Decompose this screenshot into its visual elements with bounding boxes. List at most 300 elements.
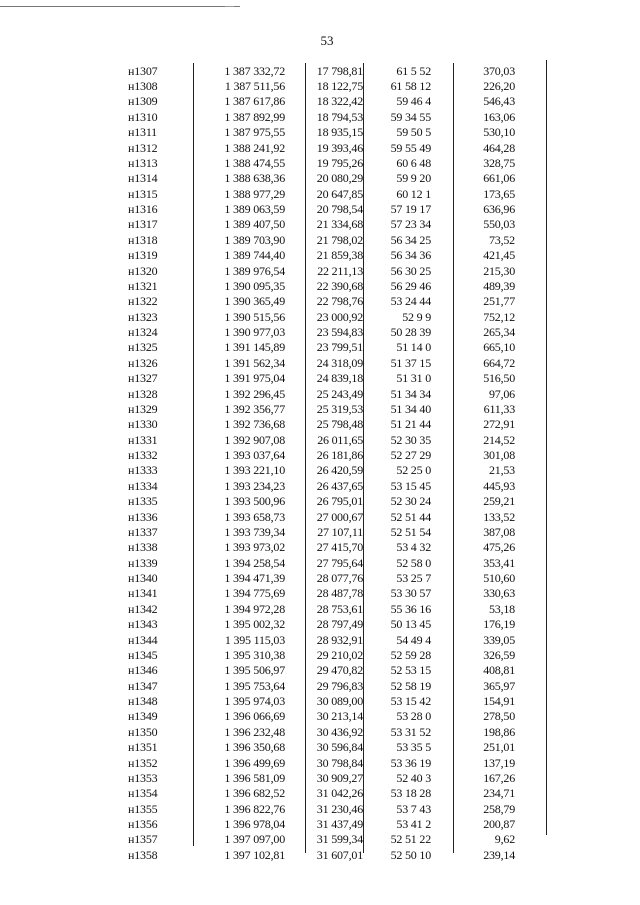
table-row — [112, 63, 522, 78]
distance-cell: 137,19 — [483, 755, 515, 770]
point-id-cell: н1310 — [128, 109, 158, 124]
direction-angle-cell: 60 6 48 — [396, 155, 431, 170]
point-id-cell: н1341 — [128, 586, 158, 601]
coordinates-table-wrapper — [112, 63, 522, 863]
point-id-cell: н1345 — [128, 647, 158, 662]
y-coordinate-cell: 30 596,84 — [316, 740, 363, 755]
column-divider — [453, 63, 454, 853]
distance-cell: 259,21 — [483, 494, 515, 509]
direction-angle-cell: 52 27 29 — [390, 448, 431, 463]
point-id-cell: н1347 — [128, 678, 158, 693]
point-id-cell: н1339 — [128, 555, 158, 570]
distance-cell: 278,50 — [483, 709, 515, 724]
table-row — [112, 78, 522, 93]
direction-angle-cell: 52 53 15 — [390, 663, 431, 678]
direction-angle-cell: 52 30 24 — [390, 494, 431, 509]
distance-cell: 234,71 — [483, 786, 515, 801]
distance-cell: 665,10 — [483, 340, 515, 355]
point-id-cell: н1340 — [128, 571, 158, 586]
distance-cell: 550,03 — [483, 217, 515, 232]
y-coordinate-cell: 28 932,91 — [316, 632, 363, 647]
table-row — [112, 401, 522, 416]
point-id-cell: н1333 — [128, 463, 158, 478]
point-id-cell: н1328 — [128, 386, 158, 401]
x-coordinate-cell: 1 395 506,97 — [224, 663, 285, 678]
direction-angle-cell: 61 58 12 — [390, 79, 431, 94]
distance-cell: 200,87 — [483, 817, 515, 832]
direction-angle-cell: 50 28 39 — [390, 325, 431, 340]
point-id-cell: н1343 — [128, 617, 158, 632]
table-row — [112, 447, 522, 462]
point-id-cell: н1338 — [128, 540, 158, 555]
distance-cell: 370,03 — [483, 63, 515, 78]
distance-cell: 408,81 — [483, 663, 515, 678]
table-row — [112, 740, 522, 755]
direction-angle-cell: 52 30 35 — [390, 432, 431, 447]
y-coordinate-cell: 24 839,18 — [316, 371, 363, 386]
x-coordinate-cell: 1 397 097,00 — [224, 832, 285, 847]
distance-cell: 530,10 — [483, 125, 515, 140]
y-coordinate-cell: 18 322,42 — [316, 94, 363, 109]
x-coordinate-cell: 1 388 977,29 — [224, 186, 285, 201]
direction-angle-cell: 53 18 28 — [390, 786, 431, 801]
scan-artifact-line — [225, 6, 234, 7]
x-coordinate-cell: 1 393 973,02 — [224, 540, 285, 555]
direction-angle-cell: 56 34 25 — [390, 232, 431, 247]
distance-cell: 272,91 — [483, 417, 515, 432]
table-row — [112, 278, 522, 293]
x-coordinate-cell: 1 389 703,90 — [224, 232, 285, 247]
point-id-cell: н1335 — [128, 494, 158, 509]
point-id-cell: н1311 — [128, 125, 157, 140]
x-coordinate-cell: 1 396 682,52 — [224, 786, 285, 801]
y-coordinate-cell: 20 647,85 — [316, 186, 363, 201]
table-row — [112, 201, 522, 216]
distance-cell: 445,93 — [483, 478, 515, 493]
y-coordinate-cell: 24 318,09 — [316, 355, 363, 370]
distance-cell: 154,91 — [483, 694, 515, 709]
table-row — [112, 601, 522, 616]
direction-angle-cell: 52 51 22 — [390, 832, 431, 847]
direction-angle-cell: 59 50 5 — [396, 125, 431, 140]
point-id-cell: н1353 — [128, 770, 158, 785]
x-coordinate-cell: 1 392 296,45 — [224, 386, 285, 401]
distance-cell: 328,75 — [483, 155, 515, 170]
y-coordinate-cell: 22 390,68 — [316, 278, 363, 293]
distance-cell: 365,97 — [483, 678, 515, 693]
direction-angle-cell: 57 19 17 — [390, 202, 431, 217]
point-id-cell: н1316 — [128, 202, 158, 217]
table-row — [112, 355, 522, 370]
point-id-cell: н1309 — [128, 94, 158, 109]
table-row — [112, 171, 522, 186]
point-id-cell: н1350 — [128, 724, 158, 739]
x-coordinate-cell: 1 391 562,34 — [224, 355, 285, 370]
y-coordinate-cell: 19 393,46 — [316, 140, 363, 155]
y-coordinate-cell: 25 243,49 — [316, 386, 363, 401]
direction-angle-cell: 53 15 42 — [390, 694, 431, 709]
distance-cell: 661,06 — [483, 171, 515, 186]
direction-angle-cell: 59 46 4 — [396, 94, 431, 109]
y-coordinate-cell: 22 211,13 — [317, 263, 363, 278]
distance-cell: 215,30 — [483, 263, 515, 278]
point-id-cell: н1313 — [128, 155, 158, 170]
table-row — [112, 801, 522, 816]
table-row — [112, 140, 522, 155]
distance-cell: 167,26 — [483, 770, 515, 785]
distance-cell: 387,08 — [483, 524, 515, 539]
table-row — [112, 125, 522, 140]
point-id-cell: н1315 — [128, 186, 158, 201]
direction-angle-cell: 53 41 2 — [396, 817, 431, 832]
y-coordinate-cell: 26 420,59 — [316, 463, 363, 478]
distance-cell: 176,19 — [483, 617, 515, 632]
y-coordinate-cell: 18 122,75 — [316, 79, 363, 94]
table-row — [112, 847, 522, 862]
distance-cell: 510,60 — [483, 571, 515, 586]
x-coordinate-cell: 1 394 972,28 — [224, 601, 285, 616]
x-coordinate-cell: 1 391 975,04 — [224, 371, 285, 386]
x-coordinate-cell: 1 393 221,10 — [224, 463, 285, 478]
y-coordinate-cell: 23 594,83 — [316, 325, 363, 340]
point-id-cell: н1327 — [128, 371, 158, 386]
point-id-cell: н1319 — [128, 248, 158, 263]
x-coordinate-cell: 1 395 115,03 — [224, 632, 285, 647]
point-id-cell: н1334 — [128, 478, 158, 493]
y-coordinate-cell: 30 089,00 — [316, 694, 363, 709]
y-coordinate-cell: 29 210,02 — [316, 647, 363, 662]
table-row — [112, 663, 522, 678]
x-coordinate-cell: 1 393 500,96 — [224, 494, 285, 509]
point-id-cell: н1307 — [128, 63, 158, 78]
direction-angle-cell: 52 51 54 — [390, 524, 431, 539]
y-coordinate-cell: 31 042,26 — [316, 786, 363, 801]
y-coordinate-cell: 27 000,67 — [316, 509, 363, 524]
table-row — [112, 678, 522, 693]
direction-angle-cell: 52 9 9 — [402, 309, 431, 324]
point-id-cell: н1349 — [128, 709, 158, 724]
table-body — [112, 63, 522, 863]
table-row — [112, 494, 522, 509]
distance-cell: 258,79 — [483, 801, 515, 816]
direction-angle-cell: 53 36 19 — [390, 755, 431, 770]
point-id-cell: н1321 — [128, 278, 158, 293]
y-coordinate-cell: 18 794,53 — [316, 109, 363, 124]
table-row — [112, 432, 522, 447]
point-id-cell: н1352 — [128, 755, 158, 770]
distance-cell: 198,86 — [483, 724, 515, 739]
y-coordinate-cell: 30 909,27 — [316, 770, 363, 785]
direction-angle-cell: 60 12 1 — [396, 186, 431, 201]
table-row — [112, 186, 522, 201]
y-coordinate-cell: 20 080,29 — [316, 171, 363, 186]
direction-angle-cell: 53 31 52 — [390, 724, 431, 739]
distance-cell: 9,62 — [494, 832, 515, 847]
x-coordinate-cell: 1 388 474,55 — [224, 155, 285, 170]
table-row — [112, 371, 522, 386]
y-coordinate-cell: 31 607,01 — [316, 847, 363, 862]
table-row — [112, 324, 522, 339]
table-row — [112, 755, 522, 770]
direction-angle-cell: 51 34 40 — [390, 401, 431, 416]
distance-cell: 251,77 — [483, 294, 515, 309]
distance-cell: 214,52 — [483, 432, 515, 447]
distance-cell: 133,52 — [483, 509, 515, 524]
distance-cell: 464,28 — [483, 140, 515, 155]
x-coordinate-cell: 1 392 736,68 — [224, 417, 285, 432]
x-coordinate-cell: 1 389 063,59 — [224, 202, 285, 217]
direction-angle-cell: 51 34 34 — [390, 386, 431, 401]
distance-cell: 489,39 — [483, 278, 515, 293]
table-row — [112, 540, 522, 555]
direction-angle-cell: 54 49 4 — [396, 632, 431, 647]
y-coordinate-cell: 26 011,65 — [317, 432, 363, 447]
direction-angle-cell: 59 9 20 — [396, 171, 431, 186]
y-coordinate-cell: 30 213,14 — [316, 709, 363, 724]
table-row — [112, 294, 522, 309]
table-row — [112, 770, 522, 785]
x-coordinate-cell: 1 395 002,32 — [224, 617, 285, 632]
y-coordinate-cell: 26 437,65 — [316, 478, 363, 493]
x-coordinate-cell: 1 388 241,92 — [224, 140, 285, 155]
point-id-cell: н1351 — [128, 740, 158, 755]
point-id-cell: н1331 — [128, 432, 158, 447]
x-coordinate-cell: 1 389 744,40 — [224, 248, 285, 263]
x-coordinate-cell: 1 394 775,69 — [224, 586, 285, 601]
x-coordinate-cell: 1 393 234,23 — [224, 478, 285, 493]
point-id-cell: н1357 — [128, 832, 158, 847]
table-row — [112, 632, 522, 647]
scan-artifact-line — [0, 6, 240, 7]
distance-cell: 353,41 — [483, 555, 515, 570]
x-coordinate-cell: 1 389 976,54 — [224, 263, 285, 278]
table-row — [112, 232, 522, 247]
direction-angle-cell: 59 34 55 — [390, 109, 431, 124]
direction-angle-cell: 52 58 0 — [396, 555, 431, 570]
y-coordinate-cell: 27 415,70 — [316, 540, 363, 555]
y-coordinate-cell: 28 797,49 — [316, 617, 363, 632]
direction-angle-cell: 52 50 10 — [390, 847, 431, 862]
distance-cell: 339,05 — [483, 632, 515, 647]
table-row — [112, 217, 522, 232]
distance-cell: 251,01 — [483, 740, 515, 755]
direction-angle-cell: 53 7 43 — [396, 801, 431, 816]
y-coordinate-cell: 21 859,38 — [316, 248, 363, 263]
direction-angle-cell: 57 23 34 — [390, 217, 431, 232]
table-row — [112, 463, 522, 478]
y-coordinate-cell: 25 319,53 — [316, 401, 363, 416]
distance-cell: 97,06 — [488, 386, 515, 401]
y-coordinate-cell: 26 795,01 — [316, 494, 363, 509]
y-coordinate-cell: 17 798,81 — [316, 63, 363, 78]
point-id-cell: н1342 — [128, 601, 158, 616]
x-coordinate-cell: 1 387 892,99 — [224, 109, 285, 124]
distance-cell: 326,59 — [483, 647, 515, 662]
x-coordinate-cell: 1 396 581,09 — [224, 770, 285, 785]
x-coordinate-cell: 1 396 350,68 — [224, 740, 285, 755]
point-id-cell: н1325 — [128, 340, 158, 355]
direction-angle-cell: 53 35 5 — [396, 740, 431, 755]
distance-cell: 173,65 — [483, 186, 515, 201]
y-coordinate-cell: 31 599,34 — [316, 832, 363, 847]
x-coordinate-cell: 1 395 753,64 — [224, 678, 285, 693]
x-coordinate-cell: 1 393 739,34 — [224, 524, 285, 539]
y-coordinate-cell: 27 795,64 — [316, 555, 363, 570]
x-coordinate-cell: 1 392 356,77 — [224, 401, 285, 416]
distance-cell: 475,26 — [483, 540, 515, 555]
direction-angle-cell: 61 5 52 — [396, 63, 431, 78]
direction-angle-cell: 56 29 46 — [390, 278, 431, 293]
distance-cell: 516,50 — [483, 371, 515, 386]
x-coordinate-cell: 1 390 515,56 — [224, 309, 285, 324]
direction-angle-cell: 51 37 15 — [390, 355, 431, 370]
direction-angle-cell: 55 36 16 — [390, 601, 431, 616]
point-id-cell: н1336 — [128, 509, 158, 524]
y-coordinate-cell: 29 796,83 — [316, 678, 363, 693]
y-coordinate-cell: 28 077,76 — [316, 571, 363, 586]
distance-cell: 163,06 — [483, 109, 515, 124]
direction-angle-cell: 53 15 45 — [390, 478, 431, 493]
table-row — [112, 570, 522, 585]
direction-angle-cell: 51 21 44 — [390, 417, 431, 432]
point-id-cell: н1348 — [128, 694, 158, 709]
point-id-cell: н1337 — [128, 524, 158, 539]
x-coordinate-cell: 1 396 822,76 — [224, 801, 285, 816]
point-id-cell: н1323 — [128, 309, 158, 324]
x-coordinate-cell: 1 396 978,04 — [224, 817, 285, 832]
distance-cell: 73,52 — [488, 232, 515, 247]
x-coordinate-cell: 1 396 499,69 — [224, 755, 285, 770]
x-coordinate-cell: 1 390 365,49 — [224, 294, 285, 309]
y-coordinate-cell: 19 795,26 — [316, 155, 363, 170]
table-row — [112, 417, 522, 432]
x-coordinate-cell: 1 389 407,50 — [224, 217, 285, 232]
table-row — [112, 109, 522, 124]
x-coordinate-cell: 1 395 974,03 — [224, 694, 285, 709]
x-coordinate-cell: 1 393 658,73 — [224, 509, 285, 524]
y-coordinate-cell: 30 798,84 — [316, 755, 363, 770]
x-coordinate-cell: 1 387 975,55 — [224, 125, 285, 140]
table-row — [112, 309, 522, 324]
page-number: 53 — [320, 33, 334, 48]
y-coordinate-cell: 28 753,61 — [316, 601, 363, 616]
table-row — [112, 524, 522, 539]
y-coordinate-cell: 29 470,82 — [316, 663, 363, 678]
point-id-cell: н1356 — [128, 817, 158, 832]
table-row — [112, 816, 522, 831]
x-coordinate-cell: 1 390 095,35 — [224, 278, 285, 293]
distance-cell: 664,72 — [483, 355, 515, 370]
direction-angle-cell: 53 28 0 — [396, 709, 431, 724]
point-id-cell: н1320 — [128, 263, 158, 278]
x-coordinate-cell: 1 394 258,54 — [224, 555, 285, 570]
column-divider — [305, 63, 306, 853]
y-coordinate-cell: 20 798,54 — [316, 202, 363, 217]
x-coordinate-cell: 1 391 145,89 — [224, 340, 285, 355]
direction-angle-cell: 52 59 28 — [390, 647, 431, 662]
direction-angle-cell: 59 55 49 — [390, 140, 431, 155]
point-id-cell: н1326 — [128, 355, 158, 370]
y-coordinate-cell: 28 487,78 — [316, 586, 363, 601]
column-divider — [363, 63, 364, 853]
table-row — [112, 586, 522, 601]
point-id-cell: н1330 — [128, 417, 158, 432]
point-id-cell: н1324 — [128, 325, 158, 340]
table-row — [112, 617, 522, 632]
direction-angle-cell: 52 25 0 — [396, 463, 431, 478]
table-row — [112, 509, 522, 524]
x-coordinate-cell: 1 396 066,69 — [224, 709, 285, 724]
y-coordinate-cell: 27 107,11 — [317, 524, 363, 539]
point-id-cell: н1344 — [128, 632, 158, 647]
y-coordinate-cell: 31 230,46 — [316, 801, 363, 816]
x-coordinate-cell: 1 395 310,38 — [224, 647, 285, 662]
distance-cell: 636,96 — [483, 202, 515, 217]
table-row — [112, 263, 522, 278]
direction-angle-cell: 53 24 44 — [390, 294, 431, 309]
point-id-cell: н1346 — [128, 663, 158, 678]
direction-angle-cell: 52 40 3 — [396, 770, 431, 785]
point-id-cell: н1314 — [128, 171, 158, 186]
table-row — [112, 724, 522, 739]
direction-angle-cell: 50 13 45 — [390, 617, 431, 632]
column-divider — [193, 63, 194, 846]
distance-cell: 546,43 — [483, 94, 515, 109]
y-coordinate-cell: 31 437,49 — [316, 817, 363, 832]
direction-angle-cell: 51 31 0 — [396, 371, 431, 386]
y-coordinate-cell: 23 000,92 — [316, 309, 363, 324]
direction-angle-cell: 53 25 7 — [396, 571, 431, 586]
x-coordinate-cell: 1 388 638,36 — [224, 171, 285, 186]
x-coordinate-cell: 1 392 907,08 — [224, 432, 285, 447]
table-row — [112, 693, 522, 708]
y-coordinate-cell: 26 181,86 — [316, 448, 363, 463]
table-row — [112, 248, 522, 263]
table-row — [112, 94, 522, 109]
y-coordinate-cell: 21 798,02 — [316, 232, 363, 247]
x-coordinate-cell: 1 397 102,81 — [224, 847, 285, 862]
table-row — [112, 709, 522, 724]
distance-cell: 611,33 — [483, 401, 515, 416]
y-coordinate-cell: 18 935,15 — [316, 125, 363, 140]
coordinates-table — [112, 63, 522, 863]
direction-angle-cell: 56 34 36 — [390, 248, 431, 263]
point-id-cell: н1312 — [128, 140, 158, 155]
direction-angle-cell: 51 14 0 — [396, 340, 431, 355]
x-coordinate-cell: 1 387 332,72 — [224, 63, 285, 78]
direction-angle-cell: 53 4 32 — [396, 540, 431, 555]
distance-cell: 330,63 — [483, 586, 515, 601]
point-id-cell: н1317 — [128, 217, 158, 232]
point-id-cell: н1318 — [128, 232, 158, 247]
x-coordinate-cell: 1 393 037,64 — [224, 448, 285, 463]
y-coordinate-cell: 21 334,68 — [316, 217, 363, 232]
point-id-cell: н1322 — [128, 294, 158, 309]
direction-angle-cell: 56 30 25 — [390, 263, 431, 278]
point-id-cell: н1308 — [128, 79, 158, 94]
direction-angle-cell: 52 58 19 — [390, 678, 431, 693]
distance-cell: 301,08 — [483, 448, 515, 463]
point-id-cell: н1355 — [128, 801, 158, 816]
table-row — [112, 786, 522, 801]
y-coordinate-cell: 23 799,51 — [316, 340, 363, 355]
distance-cell: 239,14 — [483, 847, 515, 862]
table-row — [112, 555, 522, 570]
x-coordinate-cell: 1 394 471,39 — [224, 571, 285, 586]
table-row — [112, 155, 522, 170]
column-divider — [546, 60, 547, 835]
table-row — [112, 386, 522, 401]
